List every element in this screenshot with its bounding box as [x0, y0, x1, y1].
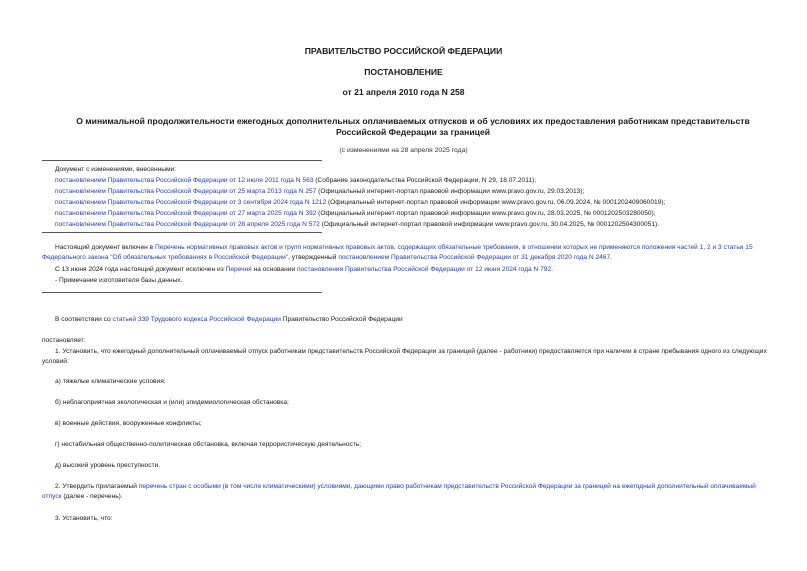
amended-note: (с изменениями на 28 апреля 2025 года): [339, 147, 468, 154]
perechen-link[interactable]: Перечень нормативных правовых актов и групп нормативных правовых актов, содержащих обязательные требования, в отношении которых не применяются положения частей 1, 2 и 3 статьи 15 Федерального закона "Об обязательных требованиях в Российской Федерации": [42, 244, 753, 261]
document-title: О минимальной продолжительности ежегодных дополнительных оплачиваемых отпусков и об условиях их предоставления работникам представительств Российской Федерации за границей: [76, 116, 750, 137]
amendments-intro: Документ с изменениями, внесенными:: [55, 166, 177, 173]
amendment-item: постановлением Правительства Российской Федерации от 25 марта 2013 года N 257 (Официальный интернет-портал правовой информации www.pravo.gov.ru, 29.03.2013);: [55, 188, 585, 195]
postanovlenie-792-link[interactable]: постановления Правительства Российской Федерации от 12 июня 2024 года N 792: [296, 266, 552, 273]
item-1-v: в) военные действия, вооруженные конфликты;: [55, 420, 202, 427]
amendment-link[interactable]: постановлением Правительства Российской Федерации от 27 марта 2025 года N 392: [55, 210, 317, 217]
item-1-b: б) неблагоприятная экологическая и (или) эпидемиологическая обстановка;: [55, 399, 289, 406]
item-2: 2. Утвердить прилагаемый перечень стран с особыми (в том числе климатическими) условиями, дающими право работникам представительств Российской Федерации за границей на ежегодный дополнительный оплачиваемый отпуск (далее - перечень).: [42, 483, 756, 500]
amendment-link[interactable]: постановлением Правительства Российской Федерации от 3 сентября 2024 года N 1212: [55, 199, 327, 206]
divider-bottom: [42, 292, 322, 293]
postanovlyaet: постановляет:: [42, 337, 86, 344]
preamble: В соответствии со статьей 339 Трудового кодекса Российской Федерации Правительство Российской Федерации: [55, 316, 403, 323]
item-1-g: г) нестабильная общественно-политическая обстановка, включая террористическую деятельность;: [55, 441, 362, 448]
item-1-d: д) высокий уровень преступности.: [55, 462, 161, 469]
item-1-a: а) тяжелые климатические условия;: [55, 378, 166, 385]
note-included: Настоящий документ включен в Перечень нормативных правовых актов и групп нормативных правовых актов, содержащих обязательные требования, в отношении которых не применяются положения частей 1, 2 и 3 статьи 15 Федерального закона "Об обязательных требованиях в Российской Федерации", утвержденный постановлением Правительства Российской Федерации от 31 декабря 2020 года N 2467.: [42, 244, 753, 261]
perechnya-link[interactable]: Перечня: [225, 266, 252, 273]
date-number-heading: от 21 апреля 2010 года N 258: [342, 87, 465, 97]
amendment-item: постановлением Правительства Российской Федерации от 28 апреля 2025 года N 572 (Официальный интернет-портал правовой информации www.pravo.gov.ru, 30.04.2025, № 0001202504300051).: [55, 221, 660, 228]
item-3: 3. Установить, что:: [55, 515, 113, 522]
tk-339-link[interactable]: статьей 339 Трудового кодекса Российской Федерации: [112, 316, 281, 323]
amendment-item: постановлением Правительства Российской Федерации от 12 июля 2011 года N 563 (Собрание законодательства Российской Федерации, N 29, 18.07.2011);: [55, 177, 537, 184]
doc-type-heading: ПОСТАНОВЛЕНИЕ: [364, 67, 443, 77]
note-db-maker: - Примечание изготовителя базы данных.: [55, 277, 183, 284]
postanovlenie-2467-link[interactable]: постановлением Правительства Российской Федерации от 31 декабря 2020 года N 2467: [338, 253, 611, 261]
amendment-link[interactable]: постановлением Правительства Российской Федерации от 12 июля 2011 года N 563: [55, 177, 314, 184]
amendment-link[interactable]: постановлением Правительства Российской Федерации от 25 марта 2013 года N 257: [55, 188, 317, 195]
divider-middle: [42, 232, 322, 233]
item-1: 1. Установить, что ежегодный дополнительный оплачиваемый отпуск работникам представительств Российской Федерации за границей (далее - работники) предоставляется при наличии в стране пребывания одного из следующих условий:: [42, 348, 767, 365]
amendment-link[interactable]: постановлением Правительства Российской Федерации от 28 апреля 2025 года N 572: [55, 221, 320, 228]
amendment-item: постановлением Правительства Российской Федерации от 3 сентября 2024 года N 1212 (Официальный интернет-портал правовой информации www.pravo.gov.ru, 06.09.2024, № 0001202409060019);: [55, 199, 666, 206]
divider-top: [42, 160, 322, 161]
note-excluded: С 13 июня 2024 года настоящий документ исключен из Перечня на основании постановления Правительства Российской Федерации от 12 июня 2024 года N 792.: [55, 266, 553, 273]
perechen-stran-link[interactable]: перечень стран с особыми (в том числе климатическими) условиями, дающими право работникам представительств Российской Федерации за границей на ежегодный дополнительный оплачиваемый отпуск: [42, 483, 756, 500]
amendment-item: постановлением Правительства Российской Федерации от 27 марта 2025 года N 392 (Официальный интернет-портал правовой информации www.pravo.gov.ru, 28.03.2025, № 0001202503280050);: [55, 210, 656, 217]
org-heading: ПРАВИТЕЛЬСТВО РОССИЙСКОЙ ФЕДЕРАЦИИ: [304, 46, 503, 56]
